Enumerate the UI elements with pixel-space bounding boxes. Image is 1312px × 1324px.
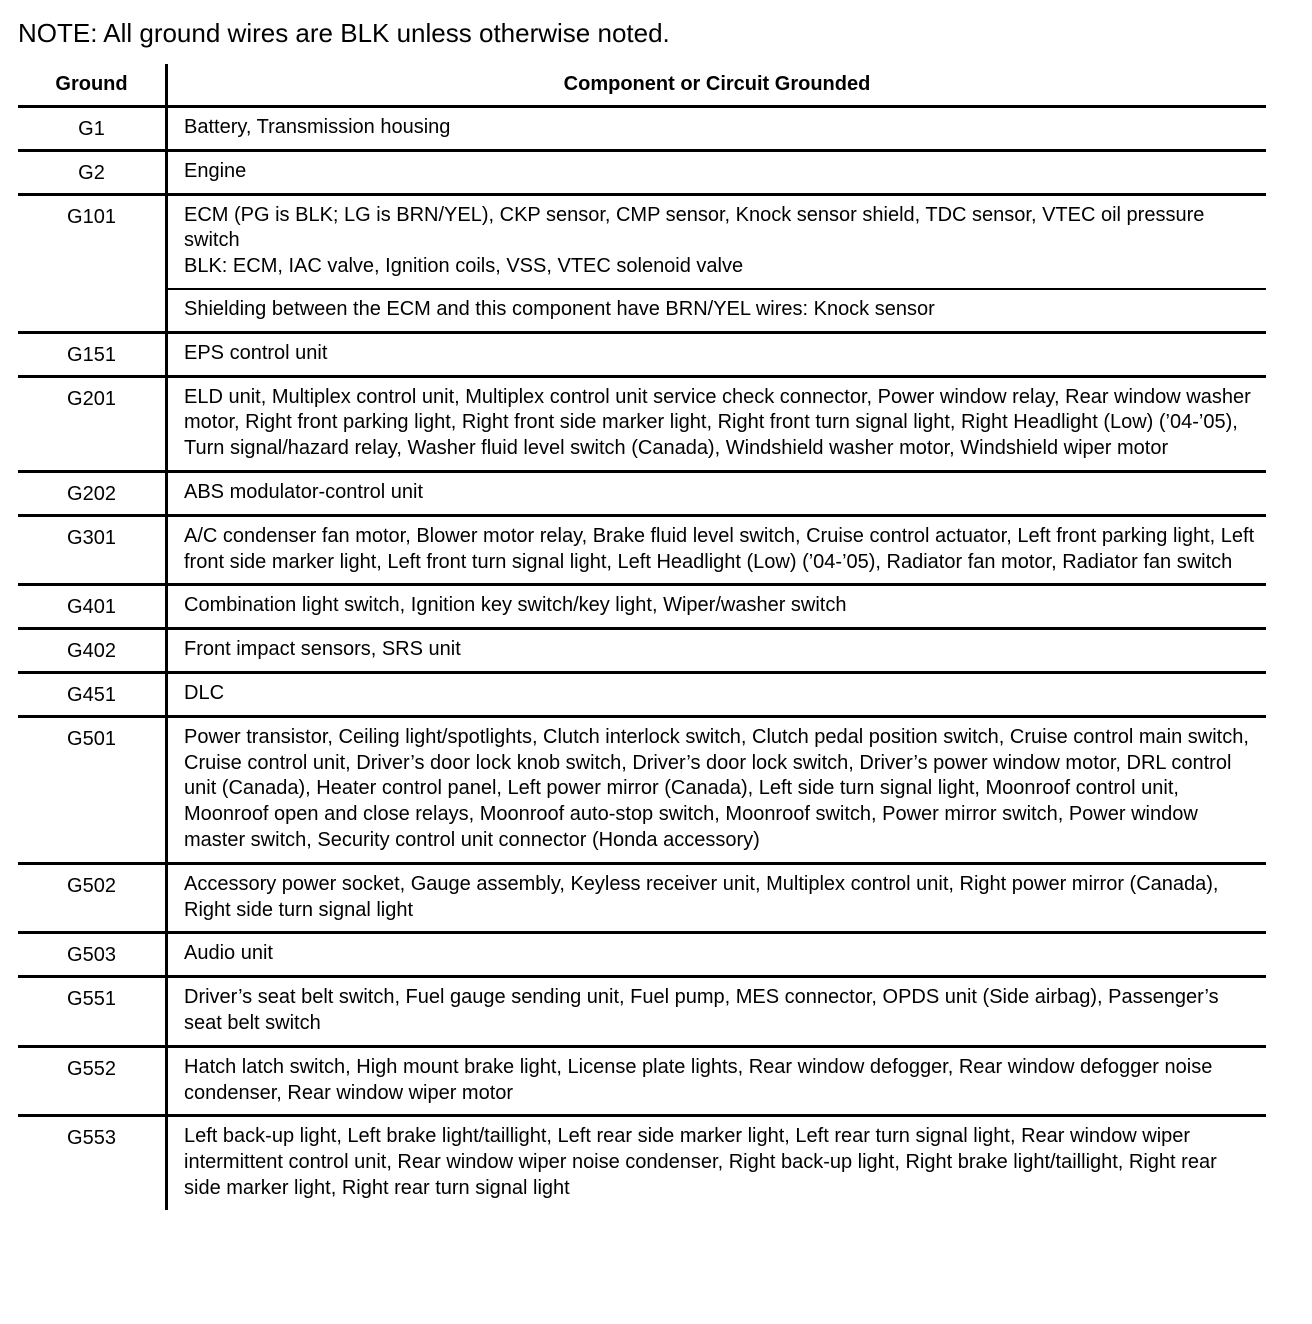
component-text: Hatch latch switch, High mount brake light, License plate lights, Rear window defogger, Rear window defogger noise condenser, Rear window wiper motor xyxy=(184,1055,1213,1104)
component-block xyxy=(168,1048,1266,1115)
component-text: ECM (PG is BLK; LG is BRN/YEL), CKP sensor, CMP sensor, Knock sensor shield, TDC sensor, VTEC oil pressure switch xyxy=(184,203,1205,252)
table-row xyxy=(18,334,1266,378)
component-cell xyxy=(165,934,1266,975)
component-cell xyxy=(165,152,1266,193)
table-row xyxy=(18,108,1266,152)
table-row xyxy=(18,1117,1266,1209)
component-text: Shielding between the ECM and this component have BRN/YEL wires: Knock sensor xyxy=(184,297,935,320)
ground-id: G401 xyxy=(67,596,116,619)
table-row xyxy=(18,978,1266,1048)
ground-id: G402 xyxy=(67,640,116,663)
component-block xyxy=(168,978,1266,1045)
component-text: ELD unit, Multiplex control unit, Multiplex control unit service check connector, Power window relay, Rear window washer motor, Right front parking light, Right front side marker light, Right front turn signal light, Right Headlight (Low) (’04-’05), Turn signal/hazard relay, Washer fluid level switch (Canada), Windshield washer motor, Windshield wiper motor xyxy=(184,385,1251,460)
component-block xyxy=(168,934,1266,975)
table-body xyxy=(18,108,1266,1210)
component-block xyxy=(168,108,1266,149)
component-block xyxy=(168,517,1266,584)
component-cell xyxy=(165,334,1266,375)
table-row xyxy=(18,630,1266,674)
component-cell xyxy=(165,1048,1266,1115)
header-component: Component or Circuit Grounded xyxy=(165,64,1266,105)
table-header xyxy=(18,64,1266,108)
component-cell xyxy=(165,378,1266,470)
component-cell xyxy=(165,1117,1266,1209)
ground-id: G503 xyxy=(67,944,116,967)
ground-id: G201 xyxy=(67,387,116,410)
component-block xyxy=(168,865,1266,932)
component-text: Power transistor, Ceiling light/spotlights, Clutch interlock switch, Clutch pedal position switch, Cruise control main switch, Cruise control unit, Driver’s door lock knob switch, Driver’s door lock switch, Driver’s power window motor, DRL control unit (Canada), Heater control panel, Left power mirror (Canada), Left side turn signal light, Moonroof control unit, Moonroof open and close relays, Moonroof auto-stop switch, Moonroof switch, Power mirror switch, Power window master switch, Security control unit connector (Honda accessory) xyxy=(184,725,1249,851)
table-row xyxy=(18,674,1266,718)
ground-id: G301 xyxy=(67,526,116,549)
component-text: Audio unit xyxy=(184,942,273,965)
component-cell xyxy=(165,674,1266,715)
component-block xyxy=(168,334,1266,375)
ground-id: G551 xyxy=(67,988,116,1011)
header-ground: Ground xyxy=(55,73,128,95)
component-block xyxy=(168,152,1266,193)
table-row xyxy=(18,473,1266,517)
component-text: Driver’s seat belt switch, Fuel gauge sending unit, Fuel pump, MES connector, OPDS unit (Side airbag), Passenger’s seat belt switch xyxy=(184,986,1219,1034)
component-cell xyxy=(165,586,1266,627)
ground-id: G151 xyxy=(67,343,116,366)
component-text: Accessory power socket, Gauge assembly, Keyless receiver unit, Multiplex control unit, Right power mirror (Canada), Right side turn signal light xyxy=(184,872,1219,921)
component-text: Battery, Transmission housing xyxy=(184,116,451,138)
note-text: NOTE: All ground wires are BLK unless otherwise noted. xyxy=(18,18,670,48)
component-text: DLC xyxy=(184,681,225,704)
ground-id: G451 xyxy=(67,683,116,706)
component-cell xyxy=(165,630,1266,671)
component-cell xyxy=(165,517,1266,584)
table-row xyxy=(18,1048,1266,1118)
component-subblock xyxy=(168,288,1266,331)
ground-id: G501 xyxy=(67,727,116,750)
table-row xyxy=(18,378,1266,473)
component-block xyxy=(168,718,1266,862)
component-cell xyxy=(165,978,1266,1045)
component-text: BLK: ECM, IAC valve, Ignition coils, VSS, VTEC solenoid valve xyxy=(184,255,744,278)
component-cell xyxy=(165,718,1266,862)
component-block xyxy=(168,378,1266,470)
component-block xyxy=(168,196,1266,288)
component-text: Combination light switch, Ignition key switch/key light, Wiper/washer switch xyxy=(184,594,847,617)
component-text: Front impact sensors, SRS unit xyxy=(184,638,461,661)
component-cell xyxy=(165,108,1266,149)
component-text: A/C condenser fan motor, Blower motor relay, Brake fluid level switch, Cruise control actuator, Left front parking light, Left front side marker light, Left front turn signal light, Left Headlight (Low) (’04-’05), Radiator fan motor, Radiator fan switch xyxy=(184,524,1255,573)
component-text: Engine xyxy=(184,159,247,182)
component-text: EPS control unit xyxy=(184,341,328,364)
table-row xyxy=(18,865,1266,935)
component-cell xyxy=(165,865,1266,932)
ground-id: G101 xyxy=(67,205,116,228)
table-row xyxy=(18,196,1266,334)
component-block xyxy=(168,473,1266,514)
table-row xyxy=(18,586,1266,630)
component-block xyxy=(168,586,1266,627)
ground-id: G2 xyxy=(78,161,105,184)
component-block xyxy=(168,674,1266,715)
component-block xyxy=(168,630,1266,671)
ground-table xyxy=(18,64,1266,1210)
component-block xyxy=(168,1117,1266,1209)
ground-id: G1 xyxy=(78,118,105,140)
component-cell xyxy=(165,196,1266,331)
ground-id: G552 xyxy=(67,1057,116,1080)
table-row xyxy=(18,517,1266,587)
ground-id: G502 xyxy=(67,874,116,897)
table-row xyxy=(18,718,1266,865)
table-row xyxy=(18,152,1266,196)
ground-id: G553 xyxy=(67,1127,116,1150)
ground-id: G202 xyxy=(67,482,116,505)
component-text: ABS modulator-control unit xyxy=(184,480,424,503)
component-cell xyxy=(165,473,1266,514)
table-row xyxy=(18,934,1266,978)
component-text: Left back-up light, Left brake light/taillight, Left rear side marker light, Left rear turn signal light, Rear window wiper intermittent control unit, Rear window wiper noise condenser, Right back-up light, Right brake light/taillight, Right rear side marker light, Right rear turn signal light xyxy=(184,1125,1217,1199)
